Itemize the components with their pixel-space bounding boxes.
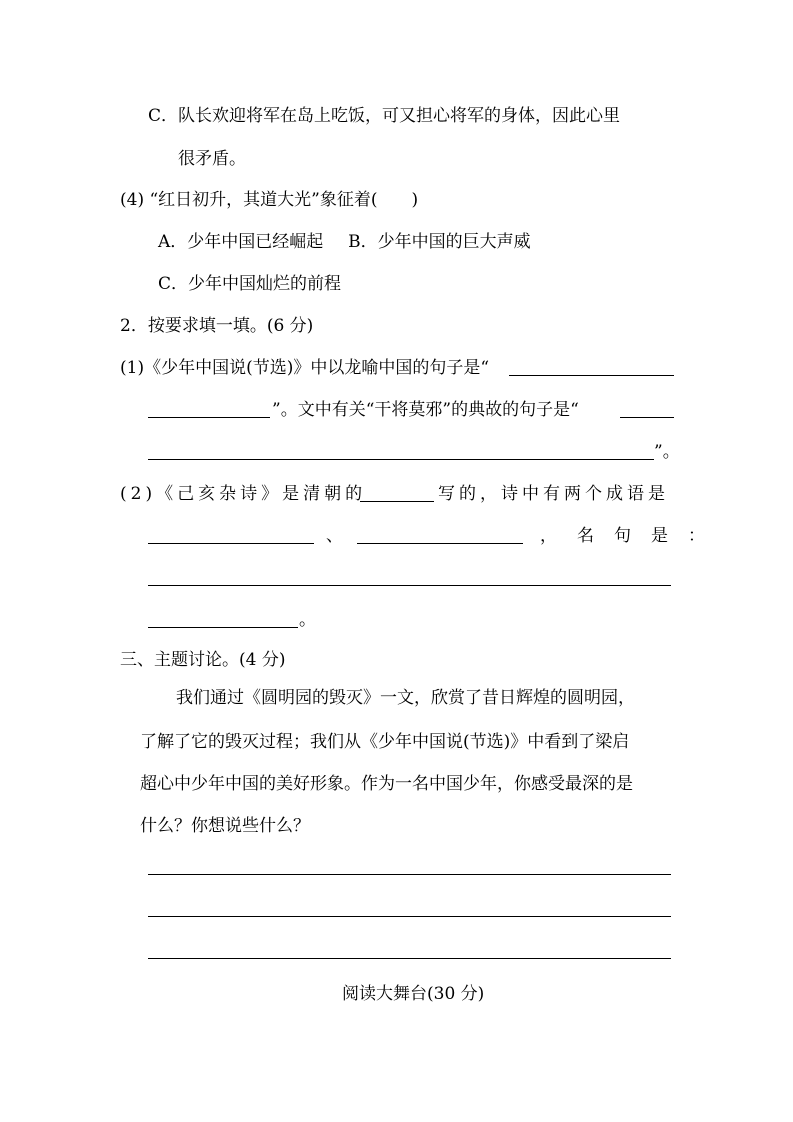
q4-option-a-b bbox=[158, 230, 531, 254]
answer-line-2[interactable] bbox=[148, 916, 671, 917]
section3-para-line2: 了解了它的毁灭过程；我们从《少年中国说(节选)》中看到了梁启 bbox=[140, 732, 630, 752]
blank-ganjiang-2[interactable] bbox=[148, 459, 654, 460]
q2-p2-prefix-line bbox=[120, 482, 366, 506]
q2-heading: 2．按要求填一填。(6 分) bbox=[120, 316, 314, 336]
answer-line-3[interactable] bbox=[148, 958, 671, 959]
q4-option-b: B．少年中国的巨大声威 bbox=[348, 232, 531, 252]
blank-famous-line-2[interactable] bbox=[148, 627, 298, 628]
blank-dragon-sentence-1[interactable] bbox=[509, 375, 674, 376]
q4-stem: (4) “红日初升，其道大光”象征着( ) bbox=[120, 190, 419, 210]
option-c-line2: 很矛盾。 bbox=[178, 149, 246, 169]
q2-p2-final: 。 bbox=[299, 610, 316, 630]
blank-dragon-sentence-2[interactable] bbox=[148, 417, 270, 418]
q2-p1-line2: ”。文中有关“干将莫邪”的典故的句子是“ bbox=[272, 400, 579, 420]
section3-para-line4: 什么？你想说些什么？ bbox=[140, 816, 310, 836]
blank-author[interactable] bbox=[360, 501, 434, 502]
blank-ganjiang-1[interactable] bbox=[620, 417, 674, 418]
q2-p1-line1-text: (1)《少年中国说(节选)》中以龙喻中国的句子是“ bbox=[120, 358, 490, 378]
q2-p2-sep: 、 bbox=[326, 526, 343, 546]
section3-heading: 三、主题讨论。(4 分) bbox=[120, 650, 286, 670]
q2-p1-line1 bbox=[120, 356, 489, 380]
q2-p2-suffix-line bbox=[438, 482, 669, 506]
q2-p2-prefix: (2)《己亥杂诗》是清朝的 bbox=[120, 484, 367, 504]
section3-para-line1: 我们通过《圆明园的毁灭》一文，欣赏了昔日辉煌的圆明园， bbox=[176, 688, 635, 708]
reading-section-title: 阅读大舞台(30 分) bbox=[342, 984, 485, 1004]
blank-idiom-1[interactable] bbox=[148, 543, 314, 544]
q2-p2-suffix: 写的，诗中有两个成语是 bbox=[438, 484, 669, 504]
section3-para-line3: 超心中少年中国的美好形象。作为一名中国少年，你感受最深的是 bbox=[140, 774, 633, 794]
q2-p2-end-line bbox=[540, 524, 725, 548]
blank-famous-line-1[interactable] bbox=[148, 585, 671, 586]
q4-option-a: A．少年中国已经崛起 bbox=[158, 232, 324, 252]
q2-p1-line3-end: ”。 bbox=[654, 442, 680, 462]
answer-line-1[interactable] bbox=[148, 874, 671, 875]
q2-p2-end: ，名句是： bbox=[540, 526, 725, 546]
option-c-line1: C．队长欢迎将军在岛上吃饭，可又担心将军的身体，因此心里 bbox=[148, 106, 621, 126]
blank-idiom-2[interactable] bbox=[357, 543, 523, 544]
q4-option-c: C．少年中国灿烂的前程 bbox=[158, 274, 342, 294]
